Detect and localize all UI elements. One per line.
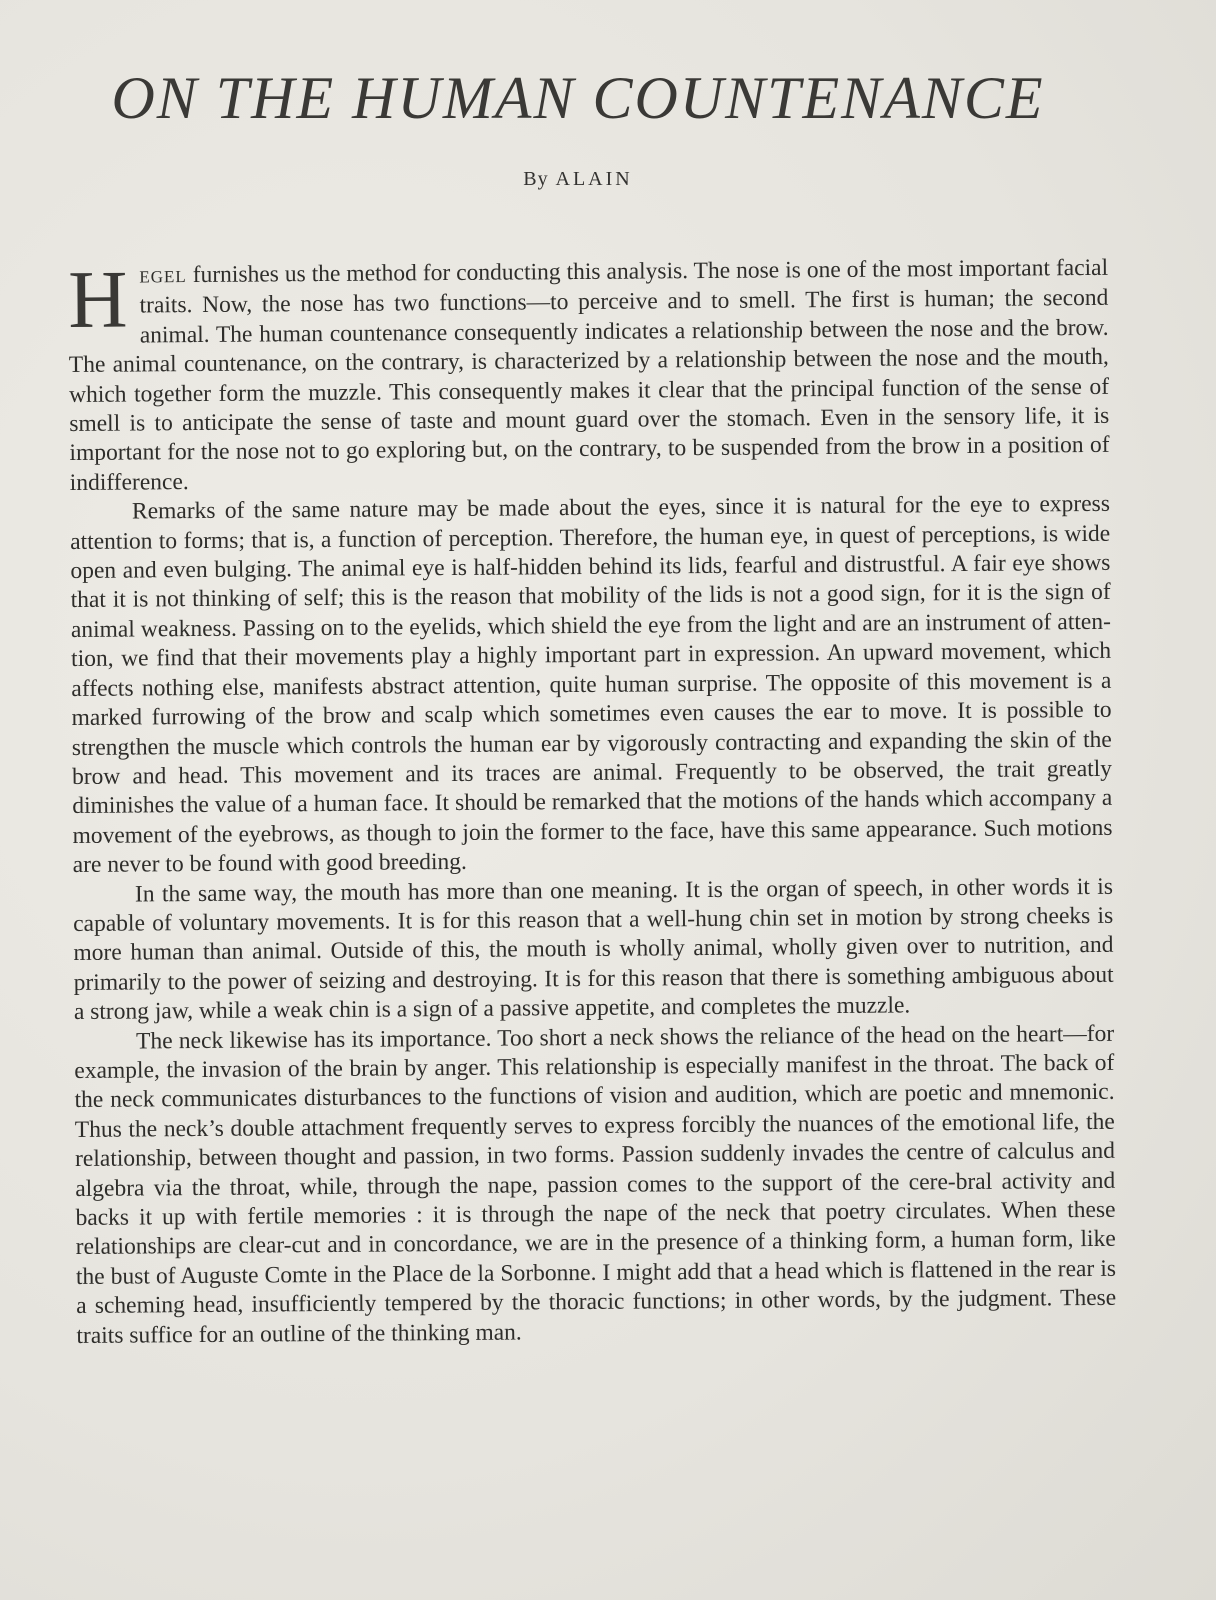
author-name: ALAIN — [555, 168, 633, 190]
paragraph-3: In the same way, the mouth has more than one meaning. It is the organ of speech, in other words it is capable of voluntary movements. It is for this reason that a well-hung chin set in motion by strong cheeks is more human than animal. Outside of this, the mouth is wholly animal, wholly given over to nutrition, and primarily to the power of seizing and destroying. It is for this reason that there is something ambiguous about a strong jaw, while a weak chin is a sign of a passive appetite, and completes the muzzle. — [73, 873, 1114, 1026]
drop-cap: H — [67, 253, 128, 345]
byline-prefix: By — [523, 168, 549, 190]
article-body — [68, 254, 1117, 1351]
paragraph-4: The neck likewise has its importance. Too short a neck shows the reliance of the head on the heart—for example, the invasion of the brain by anger. This relationship is especially manifest in the throat. The back of the neck communicates disturbances to the functions of vision and audition, which are poetic and mnemonic. Thus the neck’s double attachment frequently serves to express forcibly the nuances of the emotional life, the relationship, between thought and passion, in two forms. Passion suddenly invades the centre of calculus and algebra via the throat, while, through the nape, passion comes to the support of the cere-bral activity and backs it up with fertile memories : it is through the nape of the neck that poetry circulates. When these relationships are clear-cut and in concordance, we are in the presence of a thinking form, a human form, like the bust of Auguste Comte in the Place de la Sorbonne. I might add that a head which is flattened in the rear is a scheming head, insufficiently tempered by the thoracic functions; in other words, by the judgment. These traits suffice for an outline of the thinking man. — [74, 1020, 1117, 1349]
article-title: ON THE HUMAN COUNTENANCE — [111, 65, 1045, 131]
paragraph-2: Remarks of the same nature may be made about the eyes, since it is natural for the eye to express attention to forms; that is, a function of perception. Therefore, the human eye, in quest of perceptions, is wide open and even bulging. The animal eye is half-hidden behind its lids, fearful and distrustful. A fair eye shows that it is not thinking of self; this is the reason that mobility of the lids is not a good sign, for it is the sign of animal weakness. Passing on to the eyelids, which shield the eye from the light and are an instrument of atten-tion, we find that their movements play a highly important part in expression. An upward movement, which affects nothing else, manifests abstract attention, quite human surprise. The opposite of this movement is a marked furrowing of the brow and scalp which sometimes even causes the ear to move. It is possible to strengthen the muscle which controls the human ear by vigorously contracting and expanding the skin of the brow and head. This movement and its traces are animal. Frequently to be observed, the trait greatly diminishes the value of a human face. It should be remarked that the motions of the hands which accompany a movement of the eyebrows, as though to join the former to the face, have this same appearance. Such motions are never to be found with good breeding. — [70, 491, 1113, 879]
byline — [0, 168, 1186, 191]
paragraph-1-text: furnishes us the method for conducting this analysis. The nose is one of the most important facial traits. Now, the nose has two functions—to perceive and to smell. The first is human; the second animal. The human countenance consequently indicates a relationship between the nose and the brow. The animal countenance, on the contrary, is characterized by a relationship between the nose and the mouth, which together form the muzzle. This consequently makes it clear that the principal function of the sense of smell is to anticipate the sense of taste and mount guard over the stomach. Even in the sensory life, it is important for the nose not to go exploring but, on the contrary, to be suspended from the brow in a position of indifference. — [68, 254, 1110, 496]
paragraph-1 — [68, 254, 1110, 498]
first-word-smallcaps: EGEL — [139, 267, 187, 287]
